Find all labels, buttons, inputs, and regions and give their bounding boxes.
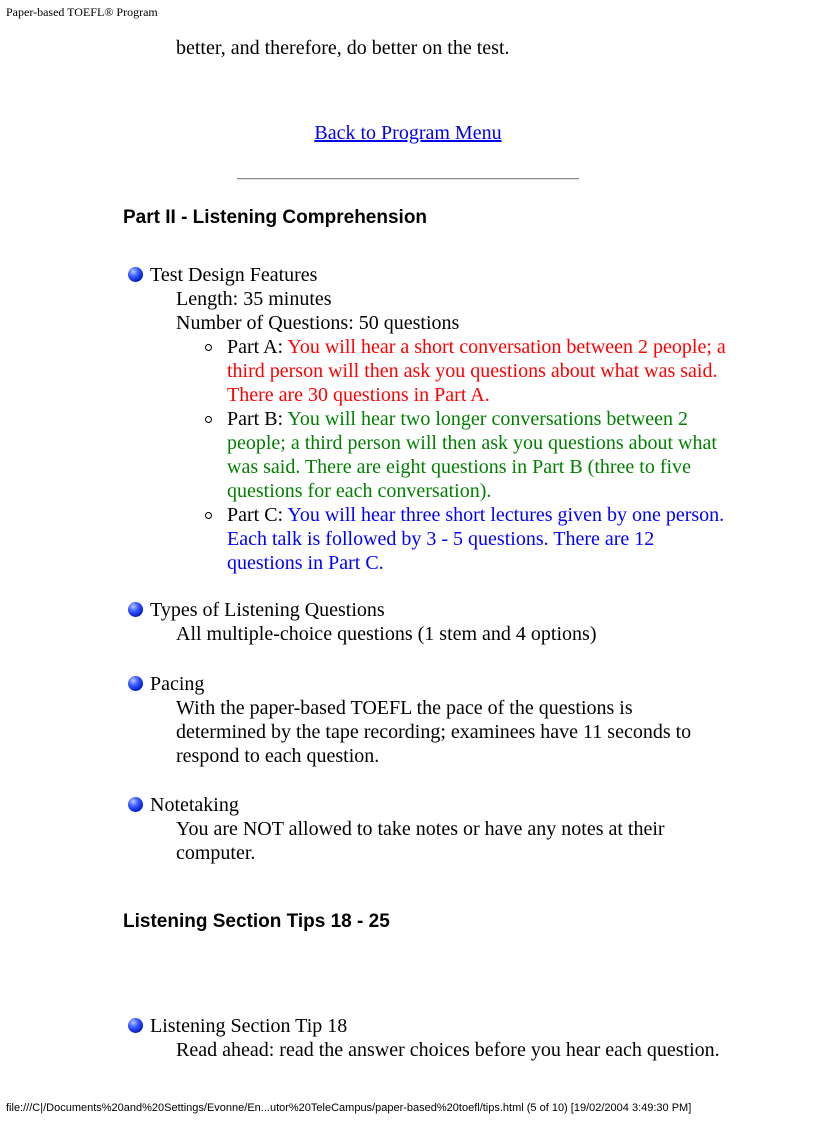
circle-bullet-icon [205,344,212,351]
intro-text: better, and therefore, do better on the test. [176,37,510,59]
test-design-features-item [128,263,728,575]
tip-18-title: Listening Section Tip 18 [150,1015,348,1037]
part-c-item [201,503,728,575]
notetaking-item [128,793,728,865]
pacing-title: Pacing [150,673,205,695]
page-footer-path: file:///C|/Documents%20and%20Settings/Evonne/En...utor%20TeleCampus/paper-based%20toefl/tips.html (5 of 10) [19/02/2004 3:49:30 PM] [6,1102,692,1114]
types-title: Types of Listening Questions [150,599,385,621]
horizontal-divider [237,178,579,180]
page-header-title: Paper-based TOEFL® Program [6,5,158,19]
notetaking-title: Notetaking [150,794,239,816]
question-count: Number of Questions: 50 questions [176,312,460,334]
parts-list [128,335,728,575]
pacing-text: With the paper-based TOEFL the pace of the questions is determined by the tape recording; examinees have 11 seconds to respond to each question. [176,697,692,767]
part-b-text: You will hear two longer conversations between 2 people; a third person will then ask you questions about what was said. There are eight questions in Part B (three to five questions for each conversation). [227,408,717,502]
back-link-container [0,121,816,145]
circle-bullet-icon [205,512,212,519]
section-heading-listening: Part II - Listening Comprehension [123,207,428,228]
part-a-item [201,335,728,407]
types-text: All multiple-choice questions (1 stem and 4 options) [176,623,597,645]
test-design-title: Test Design Features [150,264,318,286]
blue-bullet-icon [128,267,143,282]
section-heading-tips: Listening Section Tips 18 - 25 [123,911,390,932]
part-b-item [201,407,728,503]
tip-18-text: Read ahead: read the answer choices before you hear each question. [176,1039,720,1061]
blue-bullet-icon [128,797,143,812]
circle-bullet-icon [205,416,212,423]
part-a-text: You will hear a short conversation between 2 people; a third person will then ask you questions about what was said. There are 30 questions in Part A. [227,336,726,406]
test-length: Length: 35 minutes [176,288,332,310]
part-a-label: Part A: [227,336,284,358]
part-b-label: Part B: [227,408,284,430]
part-c-text: You will hear three short lectures given by one person. Each talk is followed by 3 - 5 questions. There are 12 questions in Part C. [227,504,725,574]
types-of-questions-item [128,598,728,646]
blue-bullet-icon [128,1018,143,1033]
notetaking-text: You are NOT allowed to take notes or have any notes at their computer. [176,818,665,864]
pacing-item [128,672,728,768]
part-c-label: Part C: [227,504,284,526]
back-to-program-menu-link[interactable]: Back to Program Menu [314,122,502,144]
blue-bullet-icon [128,676,143,691]
listening-tip-18-item [128,1014,728,1062]
blue-bullet-icon [128,602,143,617]
